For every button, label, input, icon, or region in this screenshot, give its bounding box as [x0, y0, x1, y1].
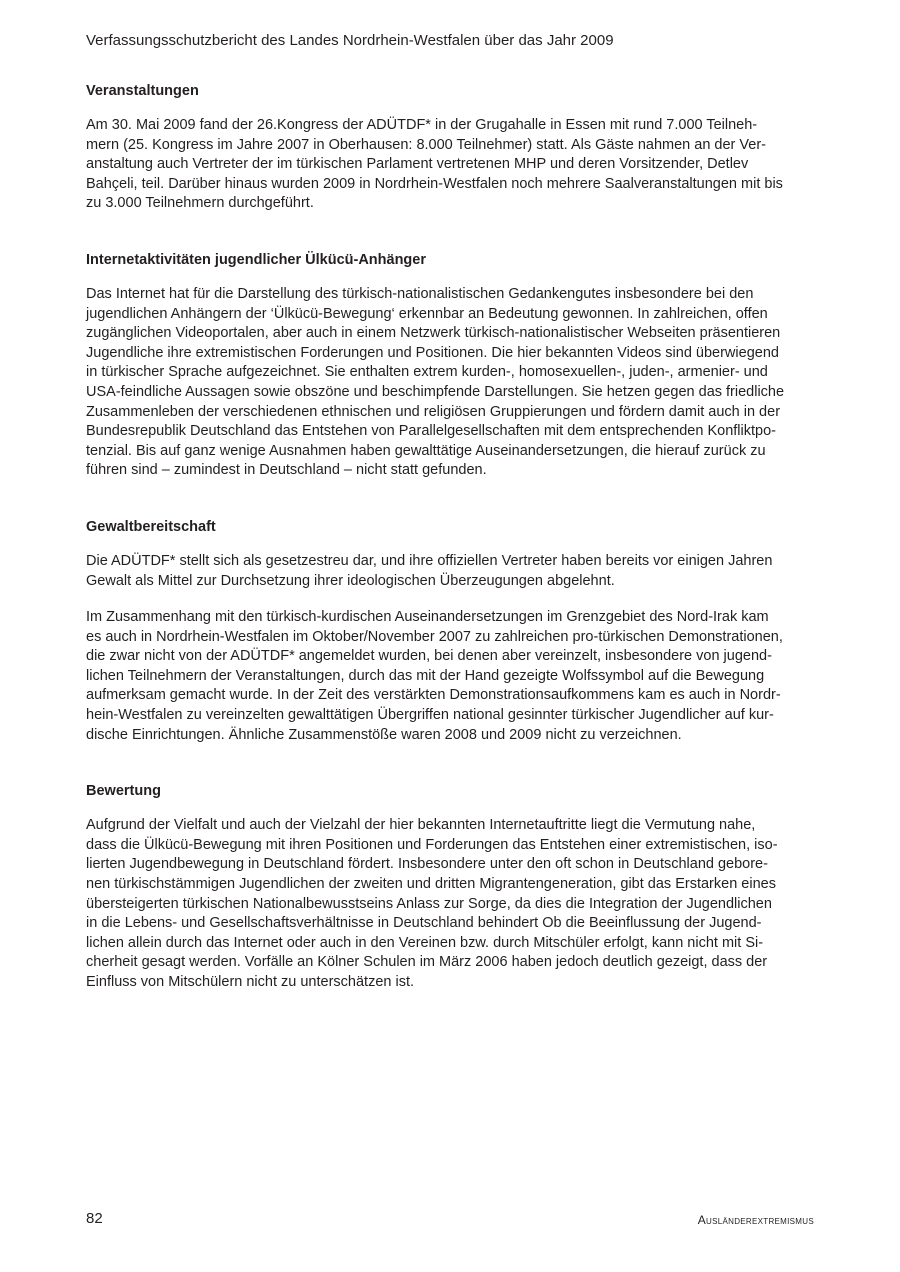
text-line: führen sind – zumindest in Deutschland – nicht statt gefunden. [86, 462, 487, 479]
paragraph-internetaktivitaeten-1 [86, 285, 816, 481]
text-line: jugendlichen Anhängern der ‘Ülkücü-Bewegung‘ erkennbar an Bedeutung gewonnen. In zahlreichen, offen [86, 305, 768, 322]
text-line: cherheit gesagt werden. Vorfälle an Kölner Schulen im März 2006 haben jedoch deutlich gezeigt, dass der [86, 954, 768, 971]
text-line: lichen allein durch das Internet oder auch in den Vereinen bzw. durch Mitschüler erfolgt, kann nicht mit Si- [86, 934, 764, 951]
text-line: Die ADÜTDF* stellt sich als gesetzestreu dar, und ihre offiziellen Vertreter haben bereits vor einigen Jahren [86, 552, 773, 569]
page-number: 82 [86, 1210, 103, 1227]
text-line: die zwar nicht von der ADÜTDF* angemeldet wurden, bei denen aber vereinzelt, insbesondere von jugend- [86, 648, 772, 665]
text-line: Bahçeli, teil. Darüber hinaus wurden 2009 in Nordrhein-Westfalen noch mehrere Saalveranstaltungen mit bis [86, 175, 783, 192]
text-line: Das Internet hat für die Darstellung des türkisch-nationalistischen Gedankengutes insbesondere bei den [86, 285, 754, 302]
text-line: Bundesrepublik Deutschland das Entstehen von Parallelgesellschaften mit dem entsprechenden Konfliktpo- [86, 423, 776, 440]
section-heading-bewertung: Bewertung [86, 783, 161, 800]
paragraph-veranstaltungen-1 [86, 116, 816, 214]
document-body [86, 81, 816, 993]
text-line: zugänglichen Videoportalen, aber auch in einem Netzwerk türkisch-nationalistischer Webseiten präsentieren [86, 325, 781, 342]
text-line: tenzial. Bis auf ganz wenige Ausnahmen haben gewalttätige Auseinandersetzungen, die hierauf zurück zu [86, 442, 766, 459]
text-line: lichen Teilnehmern der Veranstaltungen, durch das mit der Hand gezeigte Wolfssymbol auf die Bewegung [86, 667, 765, 684]
text-line: Einfluss von Mitschülern nicht zu unterschätzen ist. [86, 974, 415, 990]
text-line: hein-Westfalen zu vereinzelten gewalttätigen Übergriffen national gesinnter türkischer Jugendlicher auf kur- [86, 707, 774, 724]
text-line: Gewalt als Mittel zur Durchsetzung ihrer ideologischen Überzeugungen abgelehnt. [86, 572, 615, 589]
text-line: zu 3.000 Teilnehmern durchgeführt. [86, 195, 314, 212]
paragraph-gewaltbereitschaft-2 [86, 608, 816, 745]
text-line: lierten Jugendbewegung in Deutschland fördert. Insbesondere unter den oft schon in Deutschland gebore- [86, 856, 768, 873]
running-header: Verfassungsschutzbericht des Landes Nordrhein-Westfalen über das Jahr 2009 [86, 32, 614, 49]
footer-section-name: ausländerextremismus [697, 1213, 814, 1227]
text-line: dische Einrichtungen. Ähnliche Zusammenstöße waren 2008 und 2009 nicht zu verzeichnen. [86, 726, 682, 743]
text-line: anstaltung auch Vertreter der im türkischen Parlament vertretenen MHP und deren Vorsitzender, Detlev [86, 156, 749, 173]
section-heading-veranstaltungen: Veranstaltungen [86, 83, 199, 99]
section-heading-internetaktivitaeten: Internetaktivitäten jugendlicher Ülkücü-Anhänger [86, 251, 426, 268]
paragraph-gewaltbereitschaft-1 [86, 552, 816, 591]
text-line: in türkischer Sprache aufgezeichnet. Sie enthalten extrem kurden-, homosexuellen-, juden-, armenier- und [86, 364, 768, 381]
text-line: nen türkischstämmigen Jugendlichen der zweiten und dritten Migrantengeneration, gibt das Erstarken eines [86, 876, 776, 893]
text-line: Aufgrund der Vielfalt und auch der Vielzahl der hier bekannten Internetauftritte liegt die Vermutung nahe, [86, 817, 756, 834]
text-line: übersteigerten türkischen Nationalbewusstseins Anlass zur Sorge, da dies die Integration der Jugendlichen [86, 895, 772, 912]
text-line: mern (25. Kongress im Jahre 2007 in Oberhausen: 8.000 Teilnehmer) statt. Als Gäste nahmen an der Ver- [86, 136, 766, 153]
text-line: Jugendliche ihre extremistischen Forderungen und Positionen. Die hier bekannten Videos sind überwiegend [86, 344, 779, 361]
text-line: in die Lebens- und Gesellschaftsverhältnisse in Deutschland behindert Ob die Beeinflussung der Jugend- [86, 915, 762, 932]
text-line: USA-feindliche Aussagen sowie obszöne und beschimpfende Darstellungen. Sie hetzen gegen das friedliche [86, 383, 785, 400]
text-line: dass die Ülkücü-Bewegung mit ihren Positionen und Forderungen das Entstehen einer extremistischen, iso- [86, 836, 778, 853]
section-heading-gewaltbereitschaft: Gewaltbereitschaft [86, 518, 216, 535]
text-line: Im Zusammenhang mit den türkisch-kurdischen Auseinandersetzungen im Grenzgebiet des Nord-Irak kam [86, 609, 769, 626]
text-line: Am 30. Mai 2009 fand der 26.Kongress der ADÜTDF* in der Grugahalle in Essen mit rund 7.000 Teilneh- [86, 117, 758, 133]
text-line: Zusammenleben der verschiedenen ethnischen und religiösen Gruppierungen und fördern damit auch in der [86, 403, 781, 420]
text-line: aufmerksam gemacht wurde. In der Zeit des verstärkten Demonstrationsaufkommens kam es auch in Nordr- [86, 687, 781, 704]
text-line: es auch in Nordrhein-Westfalen im Oktober/November 2007 zu zahlreichen pro-türkischen Demonstrationen, [86, 628, 783, 645]
paragraph-bewertung-1 [86, 816, 816, 992]
